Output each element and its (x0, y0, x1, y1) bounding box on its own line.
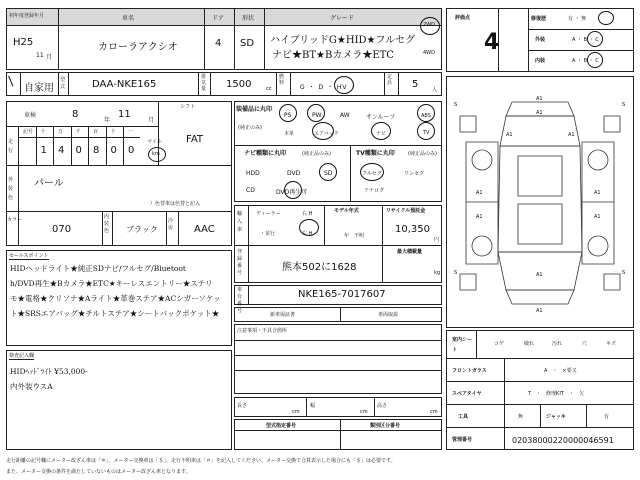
legend-s-1: S (454, 102, 458, 108)
equip-abs: ABS (421, 113, 431, 119)
first-reg-year: H25 (13, 37, 34, 48)
navi-dvd-play: DVD再生可 (276, 189, 308, 196)
recycle-value: 10,350 (395, 224, 430, 235)
ac-label: 冷房 (168, 218, 174, 231)
jack-label: ジャッキ (546, 414, 566, 420)
height-unit: cm (430, 409, 438, 415)
type-value: DAA-NKE165 (92, 79, 157, 90)
diagram-label-4: A1 (568, 132, 575, 138)
tv-fullseg-circle (360, 163, 384, 181)
manual: 車両取説 (378, 312, 399, 318)
diagram-label-9: A1 (536, 272, 543, 278)
equip-pw: PW (312, 112, 322, 119)
sales-line-2: h/DVD再生★Bカメラ★ETC★キーレスエントリー★ステリ (10, 279, 213, 288)
equip-aw: AW (340, 112, 350, 119)
name-label: 車名 (122, 15, 135, 22)
max-load-unit: kg (434, 270, 441, 276)
shift-value: FAT (186, 134, 204, 145)
color-note: ）色替車は色替と記入 (150, 201, 201, 207)
diagram-label-1: A1 (536, 96, 543, 102)
chassis-label: 車台番号 (237, 287, 243, 314)
navi-dvd-play-circle (284, 181, 302, 199)
recycle-unit: 円 (434, 237, 440, 243)
use-slash: / (4, 74, 18, 89)
diagram-label-3: A1 (506, 132, 513, 138)
repair-options: 有 ・ 無 (568, 16, 587, 22)
tool-label: 工具 (458, 414, 469, 420)
mgmt-value: 02038000220000046591 (512, 436, 614, 445)
sales-line-4: ト★SRSエアバッグ★チルトステア★シートバックポケット★ (10, 309, 220, 318)
first-reg-month-unit: 月 (46, 54, 53, 61)
color-label: 外装色 (8, 177, 14, 201)
door-label: ドア (212, 15, 224, 22)
tv-fullseg: フルセグ (362, 171, 382, 177)
first-reg-label: 初年度登録年月 (9, 13, 45, 19)
legend-s-4: S (622, 270, 626, 276)
drive-4wd: 4WD (423, 50, 435, 56)
color-value: パール (34, 178, 64, 189)
header-row (6, 8, 442, 26)
max-load-label: 最大積載量 (397, 249, 423, 255)
jack-value: 有 (604, 414, 610, 420)
mileage-digit-6: 0 (128, 145, 135, 156)
chassis-value: NKE165-7017607 (298, 289, 386, 300)
equip-navi: ナビ (376, 131, 387, 137)
sales-point-label: セールスポイント (9, 253, 49, 259)
equip-ps-circle (279, 104, 297, 122)
navi-title: ナビ種類に丸印 (244, 150, 287, 157)
inspector-label: 検査記入欄 (9, 353, 35, 359)
interior-b-circle (587, 52, 603, 68)
import-dealer: ディーラー (256, 211, 281, 217)
model-year-label: モデル年式 (334, 208, 359, 214)
navi-hdd: HDD (246, 170, 260, 177)
equip-ps: PS (284, 112, 292, 119)
seat-opt-4: 穴 (582, 341, 588, 347)
grade-value: 4 (484, 30, 500, 55)
inspection-year: 8 (72, 109, 79, 120)
notes-label: 注意事項・不具合箇所 (237, 328, 288, 334)
diagram-label-8: A1 (594, 214, 601, 220)
recycle-label: リサイクル預託金 (386, 208, 426, 214)
import-right: 右 H (302, 211, 313, 217)
repair-label: 修復歴 (531, 16, 547, 22)
capacity-unit: 人 (432, 87, 438, 93)
inspector-line-1: HIDﾍｯﾄﾞﾗｲﾄ ¥53,000- (10, 367, 88, 376)
equip-tv: TV (423, 130, 430, 136)
notes-box (234, 324, 442, 394)
equip-pw-circle (307, 104, 325, 122)
door-value: 4 (215, 38, 222, 49)
repair-none-circle (598, 11, 614, 25)
disp-unit: cc (266, 86, 272, 92)
exterior-options: A ・ B ・ C (572, 37, 599, 43)
diagram-label-10: A1 (536, 308, 543, 314)
import-label: 輸入車 (237, 211, 243, 233)
spare-label: スペアタイヤ (452, 391, 482, 397)
seat-opt-2: 破れ (524, 341, 535, 347)
mileage-header-0: 記号 (23, 129, 34, 135)
drive-2wd: 2WD (423, 22, 435, 28)
type-row (6, 72, 442, 96)
legend-s-2: S (622, 102, 626, 108)
length-unit: cm (292, 409, 300, 415)
mgmt-label: 管理番号 (452, 437, 473, 443)
glass-value: A ・ ×要又 (544, 368, 577, 374)
grade-label: 評価点 (455, 15, 471, 21)
width-unit: cm (360, 409, 368, 415)
mileage-header-4: 百 (93, 129, 99, 135)
navi-sd: SD (324, 170, 333, 177)
new-warranty: 新車保証書 (270, 312, 296, 318)
disp-value: 1500 (226, 79, 252, 90)
plate-label: 登録番号 (237, 249, 243, 276)
mileage-digit-1: 1 (40, 145, 47, 156)
fuel-options: G ・ D ・ HV ・ (300, 84, 358, 91)
equipment-subtitle: (純正のみ) (238, 125, 262, 131)
inspection-month-unit: 月 (148, 117, 155, 124)
interior-label: 内装 (535, 58, 546, 64)
mileage-header-5: 十 (110, 129, 116, 135)
inspector-box (6, 350, 232, 450)
interior-color-value: ブラック (126, 225, 158, 234)
length-label: 長さ (237, 403, 248, 409)
model-no-label: 型式指定番号 (266, 423, 297, 429)
exterior-b-circle (587, 31, 603, 47)
equip-airbag-circle (312, 122, 334, 140)
mileage-digit-4: 8 (93, 145, 100, 156)
mile-label: マイル (147, 139, 162, 145)
capacity-value: 5 (412, 79, 419, 90)
ac-value: AAC (194, 224, 215, 235)
grade-line2: ナビ★BT★Bカメラ★ETC (272, 50, 394, 61)
model-year-value: 年 不明 (344, 233, 365, 239)
shift-label: シフト (180, 104, 196, 110)
equip-abs-circle (417, 104, 435, 122)
exterior-label: 外装 (535, 37, 546, 43)
navi-sd-circle (319, 163, 337, 181)
width-label: 幅 (310, 403, 316, 409)
equip-tv-circle (417, 122, 435, 140)
glass-label: フロントガラス (452, 368, 487, 374)
km-label: km (152, 151, 160, 157)
sales-line-1: HIDヘッドライト★純正SDナビ/フルセグ/Bluetoot (10, 264, 186, 273)
mileage-header-1: 十 (40, 129, 46, 135)
interior-color-label: 内装色 (104, 214, 110, 234)
dimension-row (234, 397, 442, 417)
mileage-digit-2: 4 (58, 145, 65, 156)
diagram-label-7: A1 (476, 214, 483, 220)
mileage-digit-3: 0 (75, 145, 82, 156)
mileage-header-2: 万 (58, 129, 64, 135)
diagram-label-5: A1 (476, 190, 483, 196)
footer-line-2: また、メーター交換の条件を満たしていないものはメーター改ざん車となります。 (6, 469, 191, 475)
inspection-label: 車検 (24, 112, 37, 119)
grade-line1: ハイブリッドG★HID★フルセグ (270, 35, 416, 46)
inspection-year-unit: 年 (104, 117, 111, 124)
navi-dvd: DVD (287, 170, 301, 177)
inspector-line-2: 内外装ウスA (10, 382, 53, 391)
equip-airbag: エアバック (314, 131, 339, 137)
import-left: 左 H (302, 231, 313, 237)
disp-label: 排気量 (201, 74, 207, 92)
car-name: カローラアクシオ (98, 42, 178, 53)
tv-title: TV種類に丸印 (356, 150, 395, 157)
capacity-label: 定員 (387, 74, 393, 86)
use-value: 自家用 (24, 83, 54, 94)
navi-cd: CD (246, 187, 255, 194)
height-label: 高さ (377, 403, 388, 409)
shape-label: 形状 (242, 15, 255, 22)
equip-sunroof: サンルーフ (366, 114, 396, 121)
plate-value: 熊本502に1628 (282, 262, 357, 273)
docs-row (234, 307, 442, 322)
seat-opt-5: キズ (606, 341, 616, 347)
type-label: 型式 (60, 77, 66, 90)
fuel-label: 燃料 (279, 74, 285, 86)
legend-s-3: S (454, 270, 458, 276)
mileage-label: 走行 (8, 139, 14, 154)
mileage-header-3: 千 (75, 129, 81, 135)
interior-options: A ・ B ・ C (572, 58, 599, 64)
mileage-header-6: 一 (128, 129, 134, 135)
spare-value: T ・ 修理KIT ・ 欠 (528, 391, 584, 397)
import-parallel: ・並行 (260, 231, 276, 237)
diagram-label-6: A1 (594, 190, 601, 196)
seat-label: 室内シート (452, 337, 473, 353)
navi-sub: (純正品のみ) (302, 151, 331, 157)
first-reg-month: 11 (36, 52, 44, 59)
mileage-digit-5: 0 (110, 145, 117, 156)
inspection-month: 11 (118, 109, 131, 120)
equip-leather: 本革 (284, 131, 295, 137)
tv-sub: (純正品のみ) (408, 151, 437, 157)
shape-value: SD (240, 38, 255, 49)
sales-line-3: モ★電格★クリソナ★Aライト★革巻ステア★ACシガーソケッ (10, 294, 221, 303)
equip-navi-circle (371, 122, 391, 140)
color-code-label: カラー (7, 217, 23, 223)
seat-opt-3: 汚れ (552, 341, 563, 347)
color-code-value: 070 (52, 224, 72, 235)
handle-circle (299, 219, 319, 236)
grade-label: グレード (330, 15, 355, 22)
tv-oneseg: ワンセグ (404, 171, 425, 177)
diagram-label-2: A1 (536, 110, 543, 116)
equipment-title: 装備品に丸印 (236, 106, 273, 113)
class-no-label: 類別区分番号 (370, 423, 401, 429)
tv-analog: アナログ (364, 188, 385, 194)
car-diagram (446, 76, 634, 328)
footer-line-1: 走行距離の記号欄にメーター改ざん車は「＊」、メーター交換車は「＄」、走行不明車は「＃」を記入してください。メーター交換で合算表示した場合にも「＄」は必要です。 (6, 458, 396, 464)
fuel-hv-circle (334, 76, 354, 94)
tool-value: 無 (518, 414, 524, 420)
seat-opt-1: コゲ (494, 341, 505, 347)
